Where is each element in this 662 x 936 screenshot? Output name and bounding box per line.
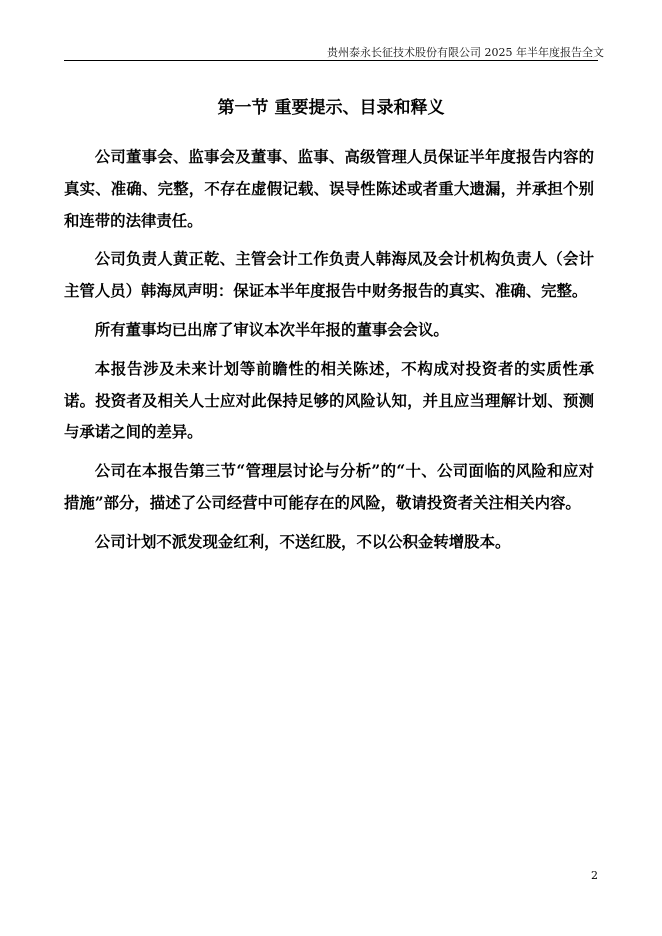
- body-text: [64, 142, 594, 566]
- page-number: 2: [591, 869, 598, 882]
- paragraph-responsibility-statement: 公司董事会、监事会及董事、监事、高级管理人员保证半年度报告内容的真实、准确、完整，不存在虚假记载、误导性陈述或者重大遗漏，并承担个别和连带的法律责任。: [64, 148, 594, 230]
- paragraph-financial-report-declaration: 公司负责人黄正乾、主管会计工作负责人韩海凤及会计机构负责人（会计主管人员）韩海凤声明：保证本半年度报告中财务报告的真实、准确、完整。: [64, 250, 594, 301]
- page-header: 贵州泰永长征技术股份有限公司 2025 年半年度报告全文: [327, 46, 604, 59]
- paragraph-dividend-plan: 公司计划不派发现金红利，不送红股，不以公积金转增股本。: [94, 532, 511, 551]
- paragraph-forward-looking-statement: 本报告涉及未来计划等前瞻性的相关陈述，不构成对投资者的实质性承诺。投资者及相关人士应对此保持足够的风险认知，并且应当理解计划、预测与承诺之间的差异。: [64, 359, 594, 442]
- section-title: 第一节 重要提示、目录和释义: [217, 98, 445, 118]
- paragraph-risk-notice: 公司在本报告第三节“管理层讨论与分析”的“十、公司面临的风险和应对措施”部分，描述了公司经营中可能存在的风险，敬请投资者关注相关内容。: [64, 462, 594, 512]
- header-divider: [64, 60, 598, 61]
- paragraph-board-attendance: 所有董事均已出席了审议本次半年报的董事会会议。: [94, 320, 449, 339]
